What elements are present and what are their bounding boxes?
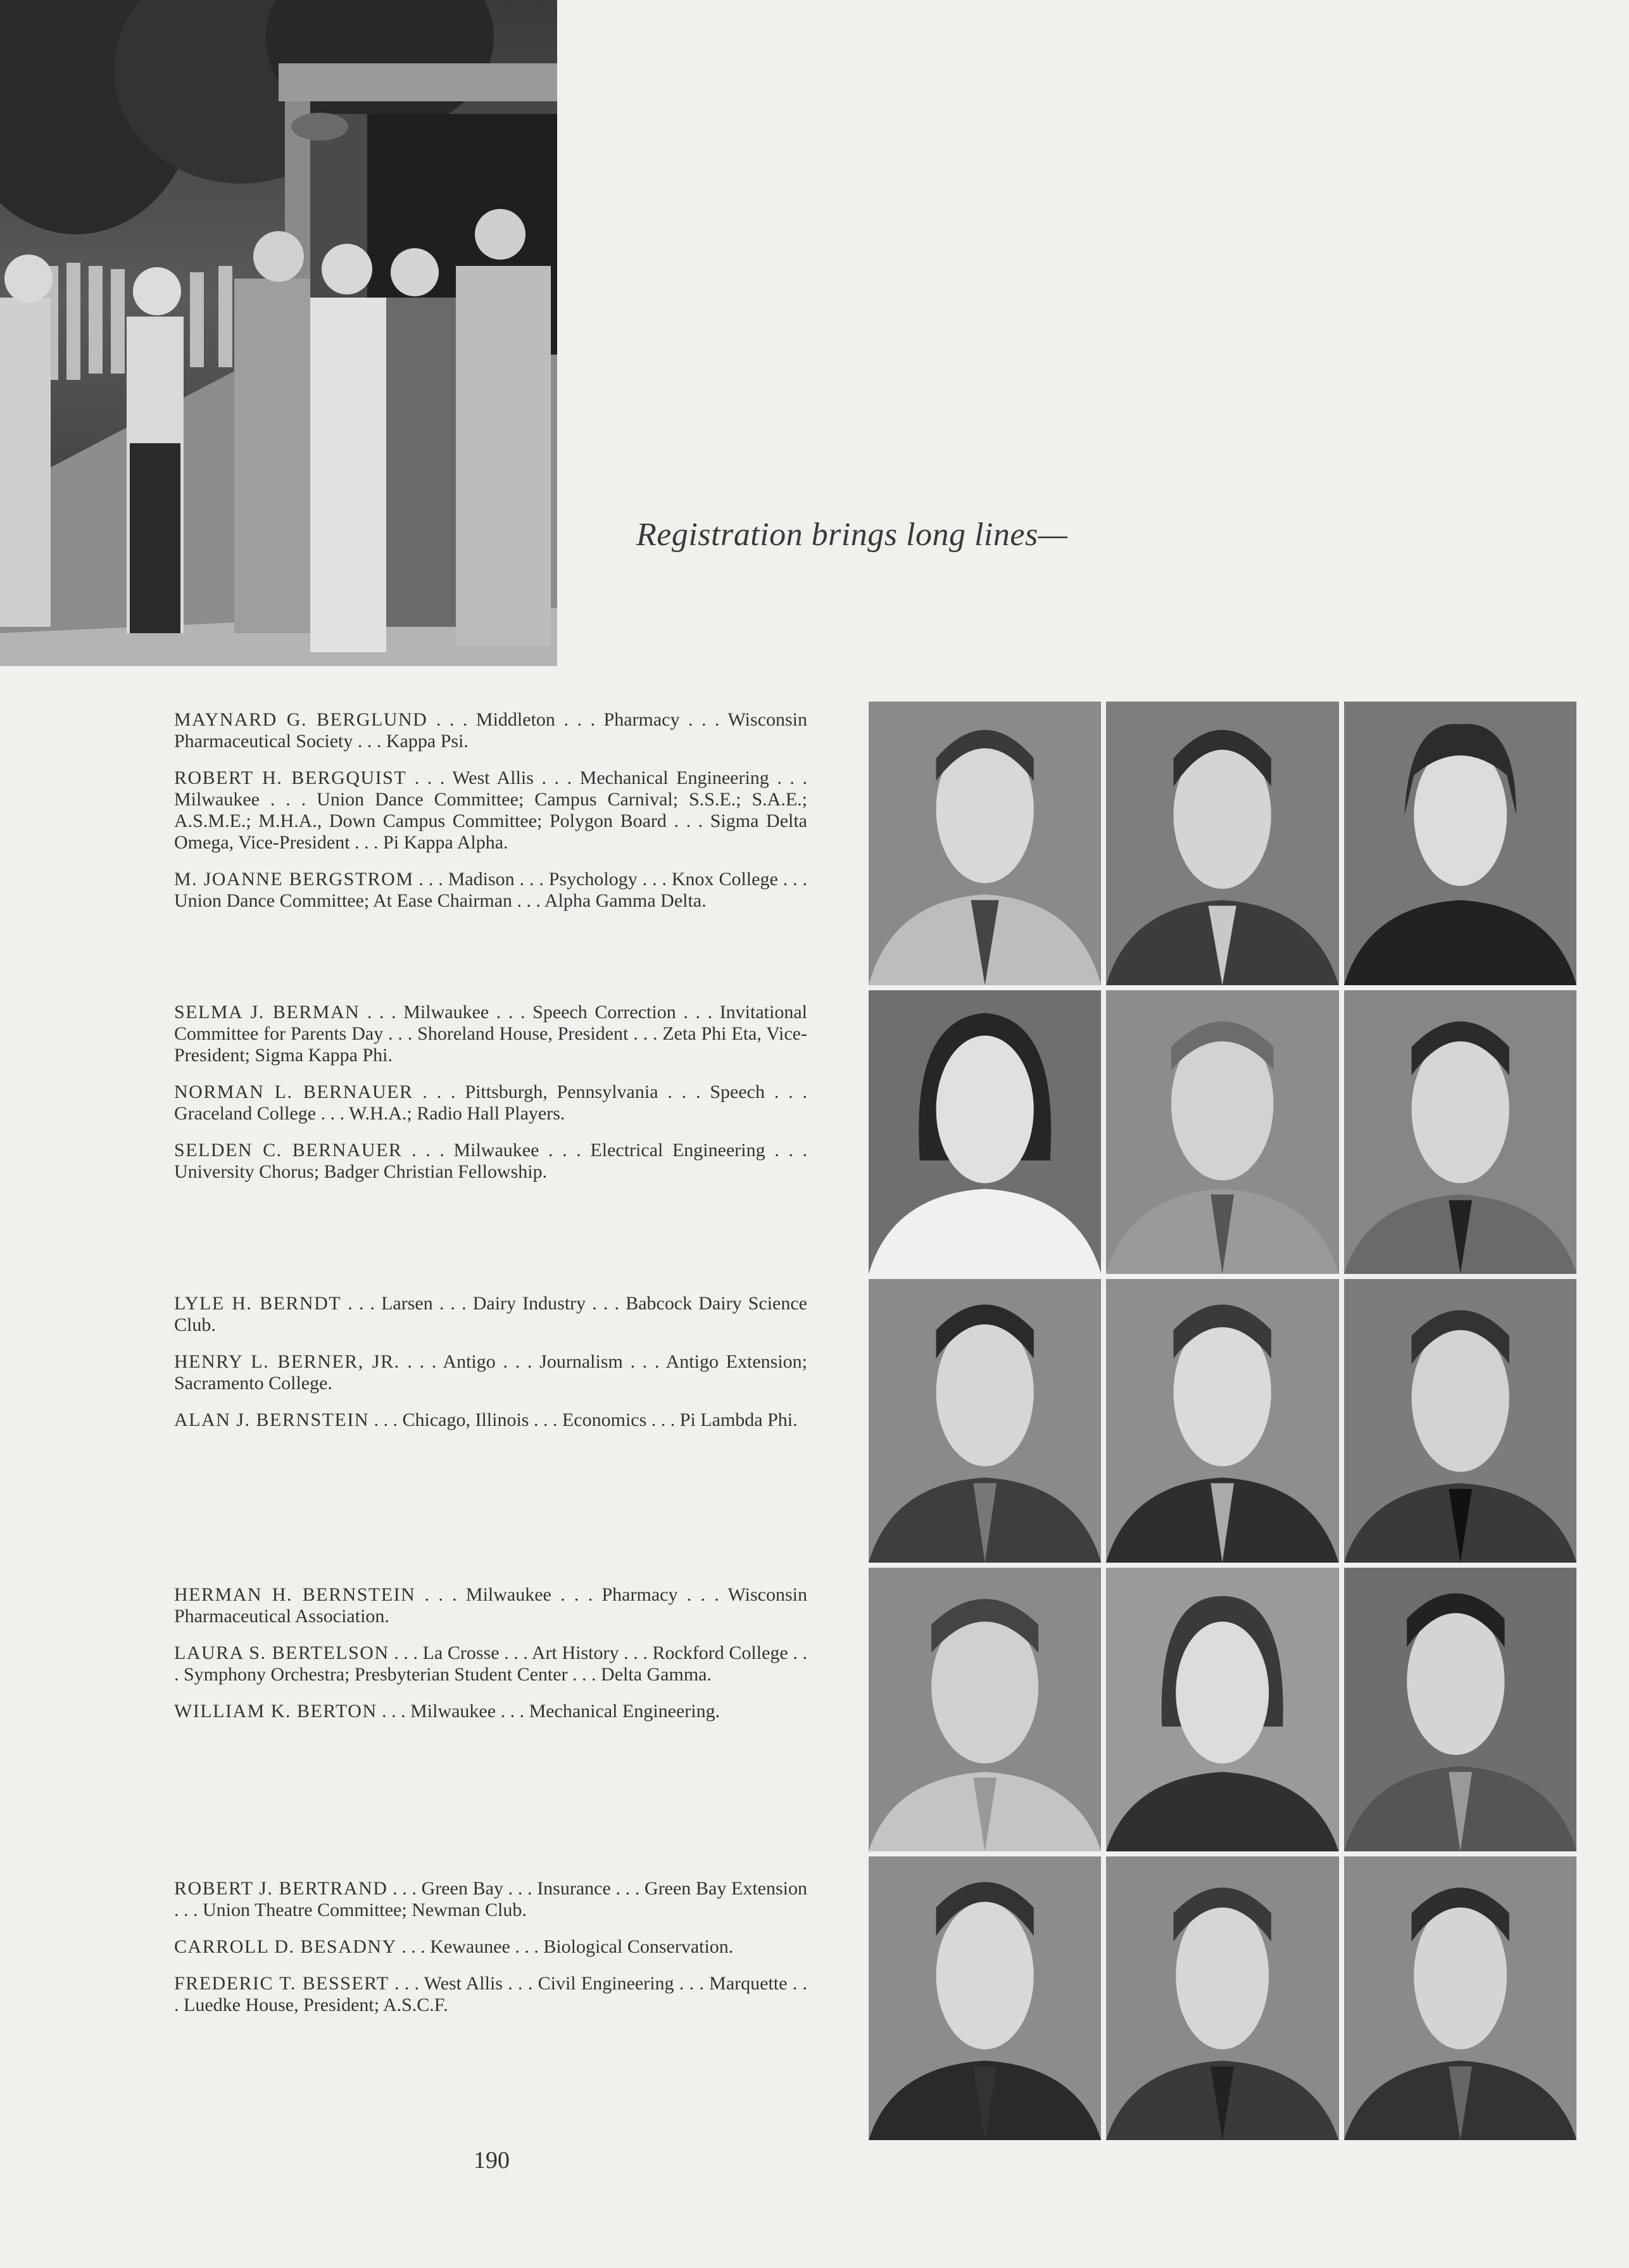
entry xyxy=(174,1701,807,1722)
entry xyxy=(174,1584,807,1627)
portrait-photo xyxy=(1344,1856,1576,2140)
portrait-photo xyxy=(869,1279,1101,1563)
registration-photo xyxy=(0,0,557,666)
portrait-photo xyxy=(1344,1279,1576,1563)
entry-group-5 xyxy=(174,1878,807,2031)
portrait-photo xyxy=(1344,1568,1576,1851)
entry xyxy=(174,1351,807,1394)
entry xyxy=(174,1936,807,1958)
entry xyxy=(174,1293,807,1336)
entry xyxy=(174,1878,807,1921)
entry-name: NORMAN L. BERNAUER xyxy=(174,1081,413,1102)
entry-name: CARROLL D. BESADNY xyxy=(174,1936,397,1957)
entry-details: . . . Madison . . . Psychology . . . Knox College . . . Union Dance Committee; At Ease Chairman . . . Alpha Gamma Delta. xyxy=(174,869,807,911)
entry-name: LAURA S. BERTELSON xyxy=(174,1642,389,1663)
entry-name: LYLE H. BERNDT xyxy=(174,1293,342,1314)
portrait-grid xyxy=(869,702,1576,2140)
entry-details: . . . West Allis . . . Mechanical Engineering . . . Milwaukee . . . Union Dance Committee; Campus Carnival; S.S.E.; S.A.E.; A.S.M.E.; M.H.A., Down Campus Committee; Polygon Board . . . Sigma Delta Omega, Vice-President . . . Pi Kappa Alpha. xyxy=(174,767,807,853)
entry xyxy=(174,1081,807,1125)
entry-group-3 xyxy=(174,1293,807,1446)
entry-name: MAYNARD G. BERGLUND xyxy=(174,709,428,730)
portrait-photo xyxy=(1106,1279,1338,1563)
entry-name: ROBERT H. BERGQUIST xyxy=(174,767,407,788)
portrait-photo xyxy=(1106,702,1338,985)
entry-details: . . . West Allis . . . Civil Engineering . . . Marquette . . . Luedke House, President; A.S.C.F. xyxy=(174,1973,807,2015)
portrait-photo xyxy=(869,1568,1101,1851)
entry-group-2 xyxy=(174,1002,807,1198)
entry-name: M. JOANNE BERGSTROM xyxy=(174,869,414,890)
entry xyxy=(174,1409,807,1431)
entry-name: SELMA J. BERMAN xyxy=(174,1002,360,1023)
photo-caption: Registration brings long lines— xyxy=(636,517,1068,553)
entry-name: HERMAN H. BERNSTEIN xyxy=(174,1584,416,1605)
entry-details: . . . La Crosse . . . Art History . . . Rockford College . . . Symphony Orchestra; Presbyterian Student Center . . . Delta Gamma. xyxy=(174,1642,807,1685)
entry-details: . . . Milwaukee . . . Pharmacy . . . Wisconsin Pharmaceutical Association. xyxy=(174,1584,807,1627)
entry-details: . . . Milwaukee . . . Electrical Engineering . . . University Chorus; Badger Christian Fellowship. xyxy=(174,1140,807,1182)
entry-details: . . . Middleton . . . Pharmacy . . . Wisconsin Pharmaceutical Society . . . Kappa Psi. xyxy=(174,709,807,752)
entry-name: SELDEN C. BERNAUER xyxy=(174,1140,403,1161)
entry-details: . . . Kewaunee . . . Biological Conservation. xyxy=(396,1936,734,1957)
portrait-photo xyxy=(1106,990,1338,1274)
entry-name: ROBERT J. BERTRAND xyxy=(174,1878,388,1899)
portrait-photo xyxy=(1106,1856,1338,2140)
portrait-photo xyxy=(1344,702,1576,985)
entry xyxy=(174,767,807,854)
entry-name: ALAN J. BERNSTEIN xyxy=(174,1409,369,1430)
entry-details: . . . Chicago, Illinois . . . Economics . . . Pi Lambda Phi. xyxy=(369,1409,798,1430)
entry xyxy=(174,1973,807,2016)
entry xyxy=(174,1642,807,1685)
entry-details: . . . Green Bay . . . Insurance . . . Green Bay Extension . . . Union Theatre Committee; Newman Club. xyxy=(174,1878,807,1920)
portrait-photo xyxy=(1344,990,1576,1274)
entry-details: . . . Pittsburgh, Pennsylvania . . . Speech . . . Graceland College . . . W.H.A.; Radio Hall Players. xyxy=(174,1081,807,1124)
entry-name: WILLIAM K. BERTON xyxy=(174,1701,377,1722)
entry-details: . . . Milwaukee . . . Mechanical Engineering. xyxy=(377,1701,720,1722)
entry-group-1 xyxy=(174,709,807,927)
portrait-photo xyxy=(869,1856,1101,2140)
entry-details: . . . Antigo . . . Journalism . . . Antigo Extension; Sacramento College. xyxy=(174,1351,807,1394)
entry xyxy=(174,869,807,912)
entry-group-4 xyxy=(174,1584,807,1737)
entry-details: . . . Milwaukee . . . Speech Correction . . . Invitational Committee for Parents Day . . . Shoreland House, President . . . Zeta Phi Eta, Vice-President; Sigma Kappa Phi. xyxy=(174,1002,807,1066)
entry xyxy=(174,1140,807,1183)
entry xyxy=(174,709,807,752)
entry-name: HENRY L. BERNER, JR. xyxy=(174,1351,400,1372)
portrait-photo xyxy=(1106,1568,1338,1851)
entry-name: FREDERIC T. BESSERT xyxy=(174,1973,389,1994)
portrait-photo xyxy=(869,990,1101,1274)
entry xyxy=(174,1002,807,1066)
page-number: 190 xyxy=(474,2147,510,2174)
entry-details: . . . Larsen . . . Dairy Industry . . . Babcock Dairy Science Club. xyxy=(174,1293,807,1335)
portrait-photo xyxy=(869,702,1101,985)
